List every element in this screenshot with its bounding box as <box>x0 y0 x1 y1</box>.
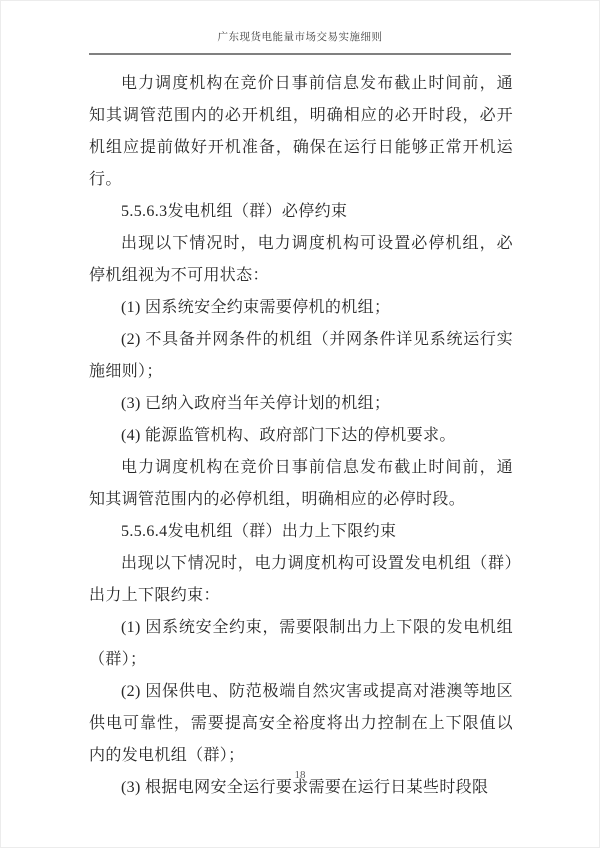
list-item: (2) 因保供电、防范极端自然灾害或提高对港澳等地区供电可靠性，需要提高安全裕度将出力控制在上下限值以内的发电机组（群）； <box>89 683 513 764</box>
list-item: (3) 根据电网安全运行要求需要在运行日某些时段限 <box>121 779 489 796</box>
list-item: (1) 因系统安全约束，需要限制出力上下限的发电机组（群）； <box>89 619 513 668</box>
document-header <box>89 1 511 55</box>
list-item: (1) 因系统安全约束需要停机的机组； <box>121 299 391 316</box>
list-item: (3) 已纳入政府当年关停计划的机组； <box>121 395 391 412</box>
section-heading: 5.5.6.4发电机组（群）出力上下限约束 <box>121 523 397 540</box>
paragraph: 出现以下情况时，电力调度机构可设置发电机组（群）出力上下限约束： <box>89 555 513 604</box>
section-heading: 5.5.6.3发电机组（群）必停约束 <box>121 203 348 220</box>
document-header-title: 广东现货电能量市场交易实施细则 <box>217 32 383 43</box>
list-item: (2) 不具备并网条件的机组（并网条件详见系统运行实施细则）； <box>89 331 513 380</box>
paragraph: 电力调度机构在竞价日事前信息发布截止时间前，通知其调管范围内的必停机组，明确相应的必停时段。 <box>89 459 513 508</box>
paragraph: 出现以下情况时，电力调度机构可设置必停机组，必停机组视为不可用状态： <box>89 235 513 284</box>
paragraph: 电力调度机构在竞价日事前信息发布截止时间前，通知其调管范围内的必开机组，明确相应的必开时段，必开机组应提前做好开机准备，确保在运行日能够正常开机运行。 <box>89 75 513 188</box>
page-number: 18 <box>294 769 306 781</box>
list-item: (4) 能源监管机构、政府部门下达的停机要求。 <box>121 427 456 444</box>
